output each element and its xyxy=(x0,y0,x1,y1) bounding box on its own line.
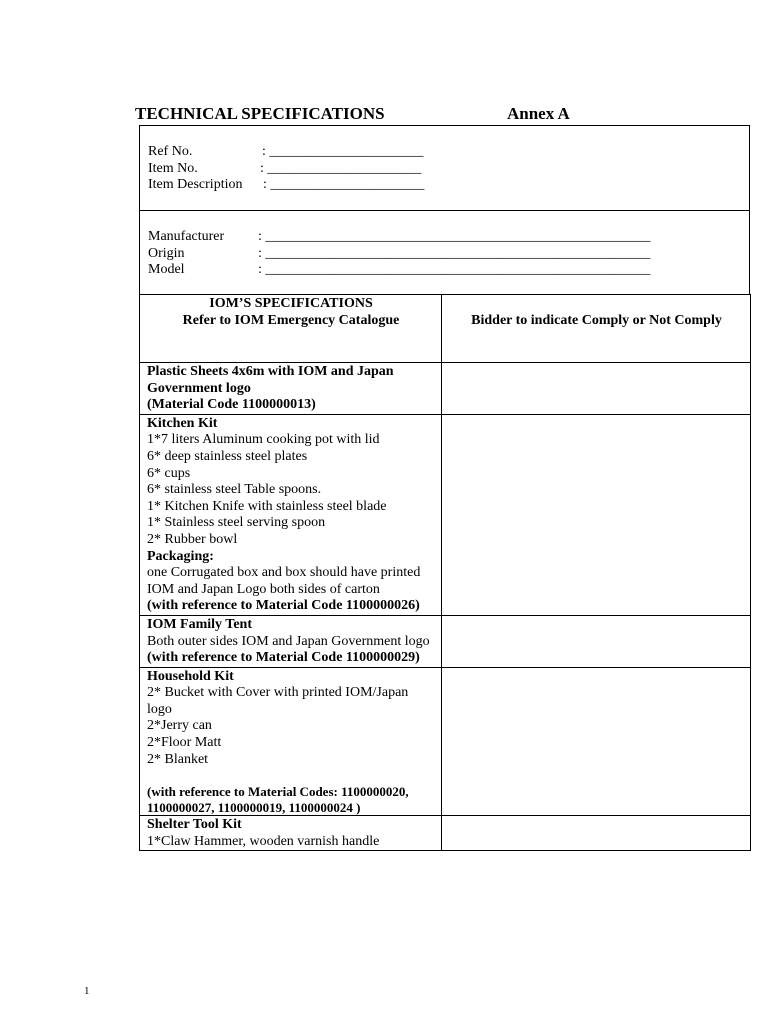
item-text: Both outer sides IOM and Japan Government logo xyxy=(147,633,430,649)
material-code: (with reference to Material Codes: 1100000020, 1100000027, 1100000019, 1100000024 ) xyxy=(147,784,409,815)
manufacturer-blank: : _______________________________________________________ xyxy=(258,229,651,244)
table-row xyxy=(140,363,751,415)
list-item: 2*Jerry can xyxy=(147,718,212,734)
annex-label: Annex A xyxy=(507,104,570,123)
comply-cell[interactable] xyxy=(442,615,751,667)
spec-cell-shelter-tool-kit xyxy=(140,816,442,851)
item-no-label: Item No. xyxy=(148,161,198,176)
model-field xyxy=(148,262,651,279)
list-item: 2* Rubber bowl xyxy=(147,531,238,547)
comply-cell[interactable] xyxy=(442,363,751,415)
origin-blank: : _______________________________________________________ xyxy=(258,246,651,261)
item-description-blank: : ______________________ xyxy=(263,177,425,192)
material-code: (with reference to Material Code 1100000029) xyxy=(147,650,420,666)
ref-no-blank: : ______________________ xyxy=(262,144,424,159)
list-item: 1*Claw Hammer, wooden varnish handle xyxy=(147,833,380,849)
list-item: 1* Kitchen Knife with stainless steel blade xyxy=(147,498,387,514)
comply-cell[interactable] xyxy=(442,414,751,615)
item-description-label: Item Description xyxy=(148,177,243,192)
comply-cell[interactable] xyxy=(442,667,751,816)
list-item: 2* Bucket with Cover with printed IOM/Japan logo xyxy=(147,685,409,717)
list-item: 6* stainless steel Table spoons. xyxy=(147,482,322,498)
item-no-field xyxy=(148,161,422,178)
spec-cell-family-tent xyxy=(140,615,442,667)
comply-cell[interactable] xyxy=(442,816,751,851)
item-description-field xyxy=(148,177,425,194)
list-item: 2*Floor Matt xyxy=(147,735,222,751)
specifications-table xyxy=(139,294,751,851)
origin-field xyxy=(148,246,651,263)
spacer xyxy=(147,768,435,784)
manufacturer-label: Manufacturer xyxy=(148,229,225,244)
table-row xyxy=(140,816,751,851)
manufacturer-field xyxy=(148,229,651,246)
list-item: 1*7 liters Aluminum cooking pot with lid xyxy=(147,432,380,448)
item-no-blank: : ______________________ xyxy=(260,161,422,176)
origin-label: Origin xyxy=(148,246,185,261)
item-title: Kitchen Kit xyxy=(147,415,218,431)
material-code: (with reference to Material Code 1100000026) xyxy=(147,598,420,614)
material-code: (Material Code 1100000013) xyxy=(147,397,316,413)
item-title: Plastic Sheets 4x6m with IOM and Japan Government logo xyxy=(147,364,394,396)
list-item: 2* Blanket xyxy=(147,751,209,767)
ref-no-field xyxy=(148,144,424,161)
model-label: Model xyxy=(148,262,185,277)
ref-no-label: Ref No. xyxy=(148,144,193,159)
manufacturer-section xyxy=(139,210,750,295)
table-header-row xyxy=(140,295,751,363)
specs-header-title: IOM’S SPECIFICATIONS xyxy=(209,296,373,311)
specs-header-cell xyxy=(140,295,442,363)
item-title: Shelter Tool Kit xyxy=(147,817,242,833)
list-item: 1* Stainless steel serving spoon xyxy=(147,515,326,531)
item-title: Household Kit xyxy=(147,668,234,684)
spec-cell-plastic-sheets xyxy=(140,363,442,415)
table-row xyxy=(140,667,751,816)
page-number: 1 xyxy=(84,985,90,997)
packaging-label: Packaging: xyxy=(147,548,214,564)
item-title: IOM Family Tent xyxy=(147,616,253,632)
list-item: 6* cups xyxy=(147,465,191,481)
packaging-text: one Corrugated box and box should have printed IOM and Japan Logo both sides of carton xyxy=(147,565,421,597)
document-title: TECHNICAL SPECIFICATIONS xyxy=(135,104,385,123)
table-row xyxy=(140,414,751,615)
spec-cell-kitchen-kit xyxy=(140,414,442,615)
specs-header-subtitle: Refer to IOM Emergency Catalogue xyxy=(182,312,400,328)
model-blank: : _______________________________________________________ xyxy=(258,262,651,277)
spec-cell-household-kit xyxy=(140,667,442,816)
table-row xyxy=(140,615,751,667)
comply-header-cell: Bidder to indicate Comply or Not Comply xyxy=(442,295,751,363)
list-item: 6* deep stainless steel plates xyxy=(147,448,308,464)
item-info-section xyxy=(139,125,750,211)
